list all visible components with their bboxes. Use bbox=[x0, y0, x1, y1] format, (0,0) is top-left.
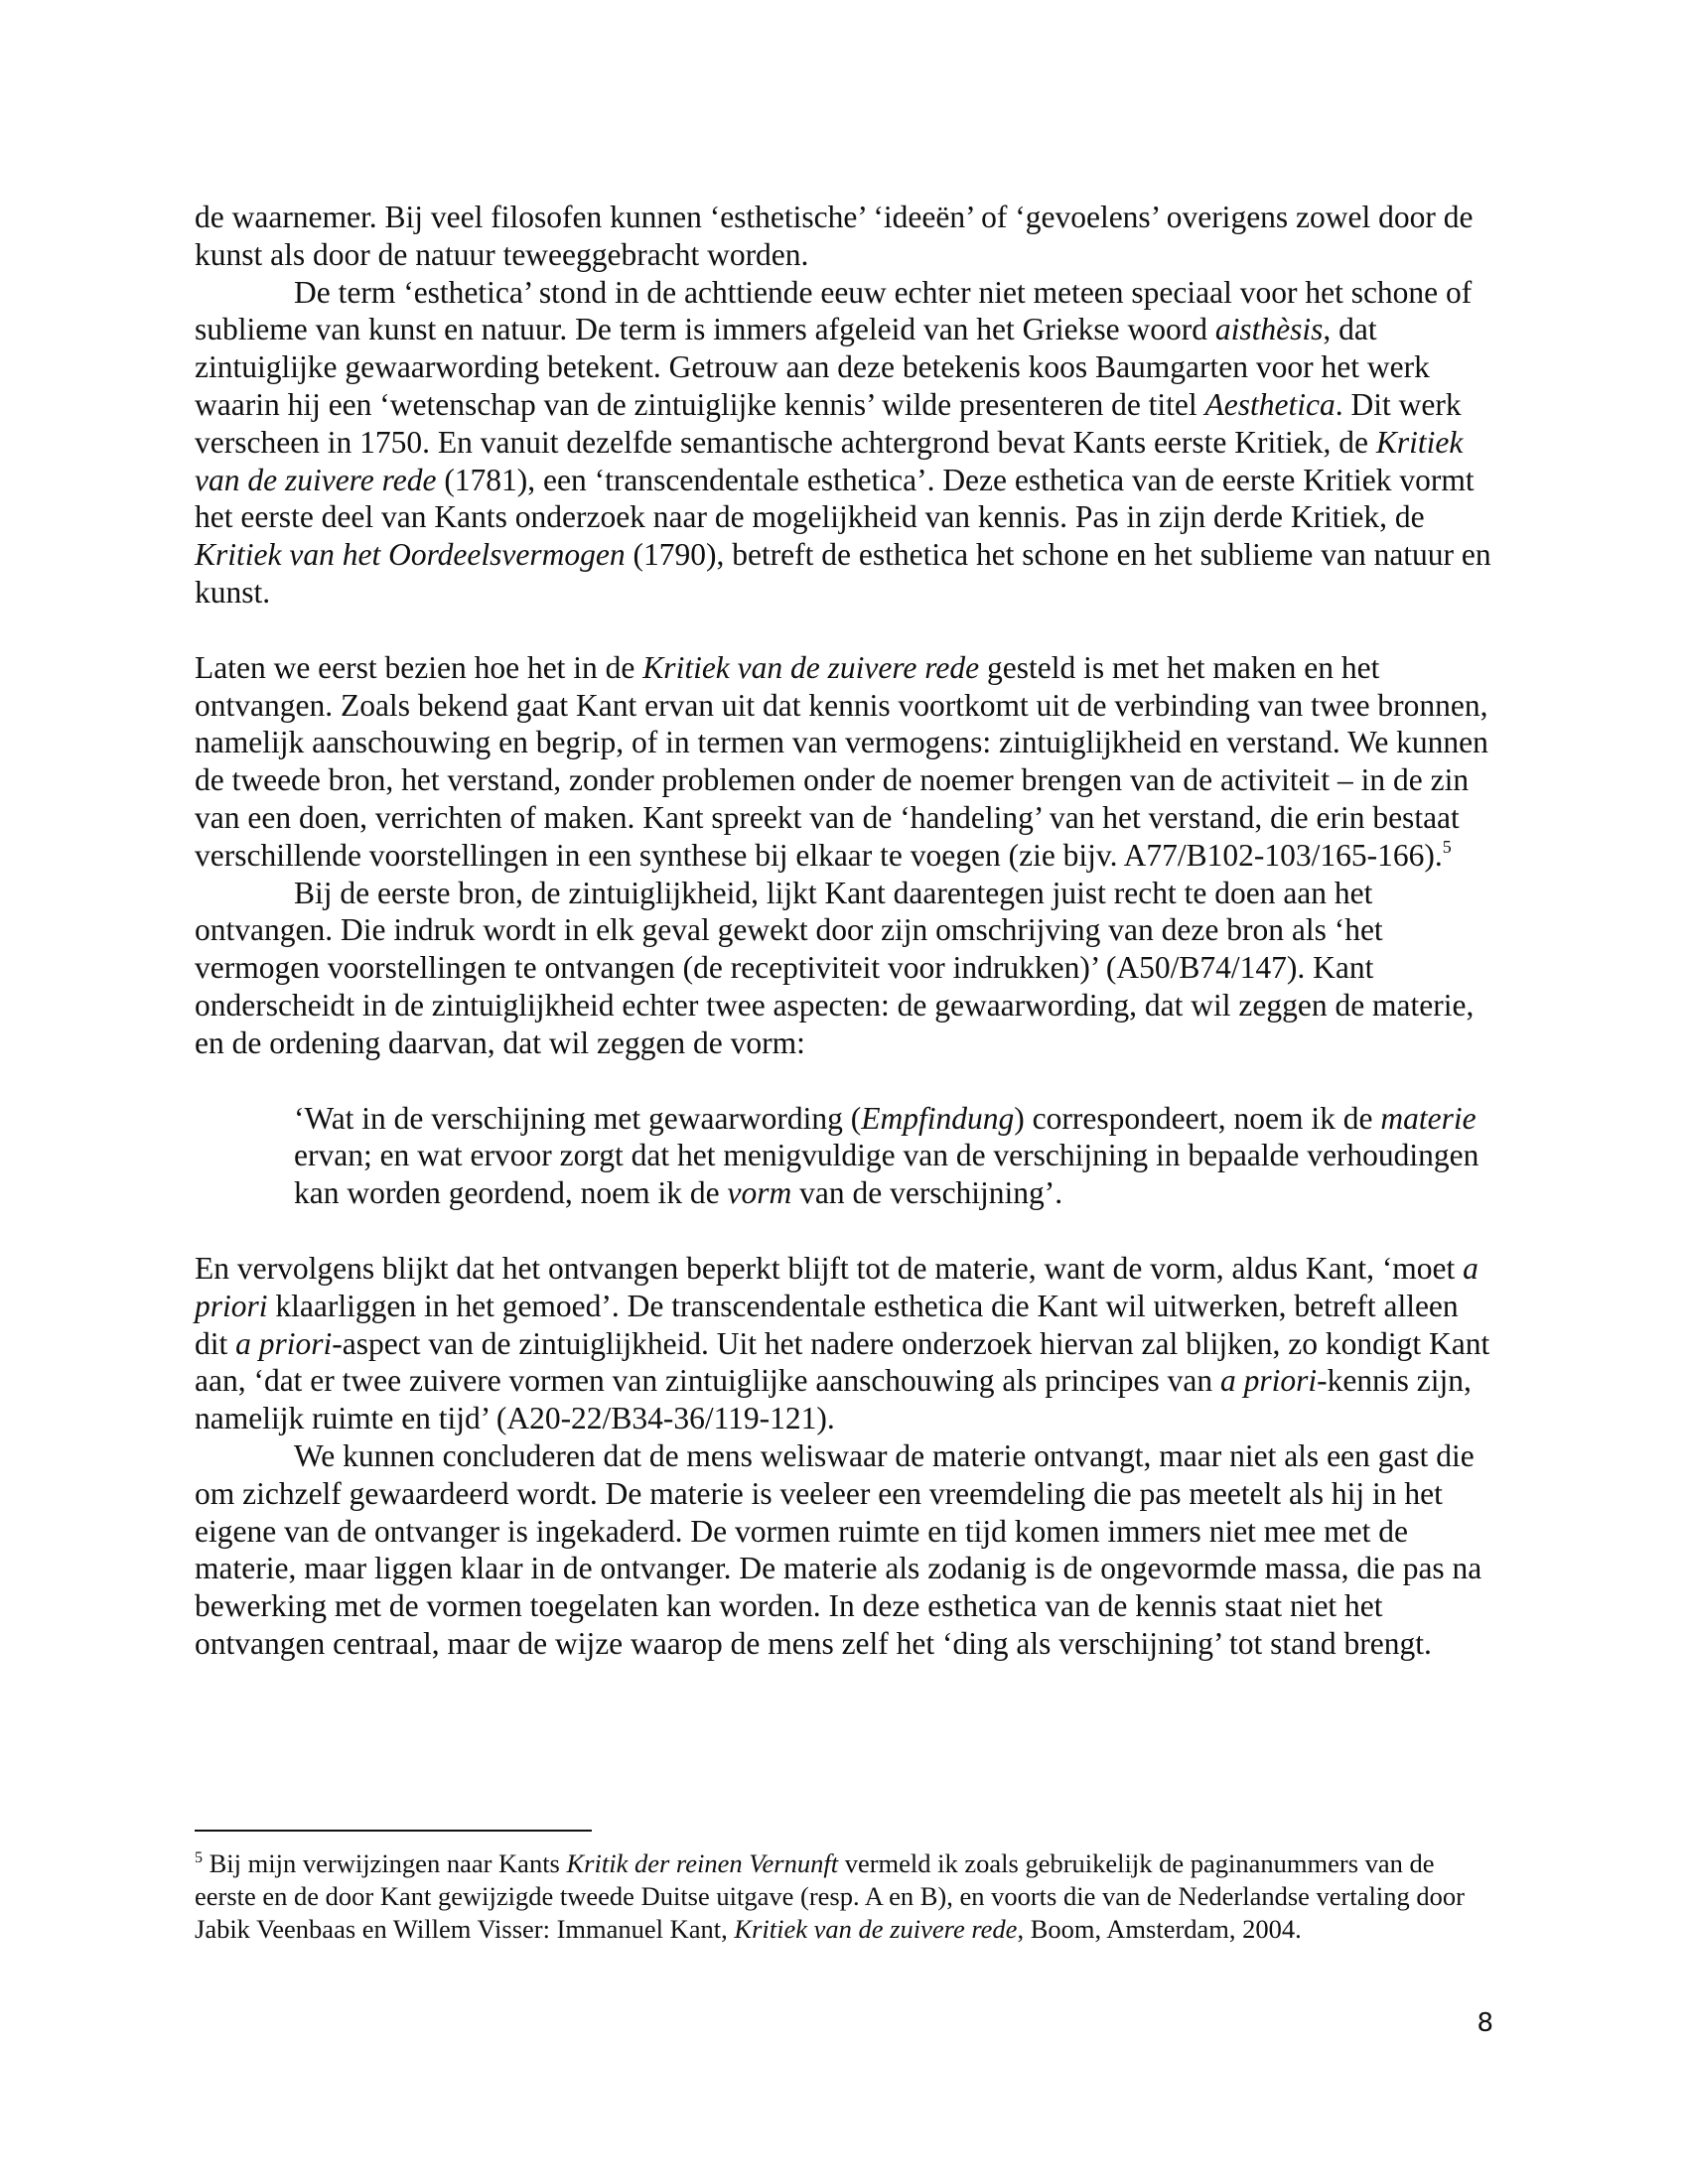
italic-title: Kritiek van het Oordeelsvermogen bbox=[195, 537, 626, 573]
italic-title: Aesthetica bbox=[1204, 386, 1336, 422]
text-run: (1790), betreft de esthetica het schone en het sublieme van natuur en kunst. bbox=[195, 537, 1491, 610]
italic-title: Kritiek van de zuivere rede bbox=[642, 649, 980, 685]
italic-term: a priori bbox=[1220, 1363, 1318, 1399]
text-run: En vervolgens blijkt dat het ontvangen beperkt blijft tot de materie, want de vorm, aldus Kant, ‘moet bbox=[195, 1250, 1464, 1286]
italic-title: Kritiek van de zuivere rede bbox=[195, 424, 1464, 497]
paragraph-3 bbox=[195, 649, 1495, 875]
text-run: ervan; en wat ervoor zorgt dat het menigvuldige van de verschijning in bepaalde verhoudingen kan worden geordend, noem ik de bbox=[294, 1138, 1479, 1211]
footnote-separator bbox=[195, 1830, 592, 1832]
italic-term: a priori bbox=[195, 1250, 1478, 1323]
paragraph-5 bbox=[195, 1250, 1495, 1437]
italic-term: vorm bbox=[727, 1175, 792, 1211]
paragraph-6: We kunnen concluderen dat de mens weliswaar de materie ontvangt, maar niet als een gast die om zichzelf gewaardeerd wordt. De materie is veeleer een vreemdeling die pas meetelt als hij in het eigene van de ontvanger is ingekaderd. De vormen ruimte en tijd komen immers niet mee met de materie, maar liggen klaar in de ontvanger. De materie als zodanig is de ongevormde massa, die pas na bewerking met de vormen toegelaten kan worden. In deze esthetica van de kennis staat niet het ontvangen centraal, maar de wijze waarop de mens zelf het ‘ding als verschijning’ tot stand brengt. bbox=[195, 1437, 1482, 1661]
italic-term: materie bbox=[1380, 1100, 1477, 1136]
text-run: Laten we eerst bezien hoe het in de bbox=[195, 649, 643, 685]
footnote-number: 5 bbox=[195, 1849, 203, 1866]
page-number: 8 bbox=[1477, 2008, 1493, 2038]
text-run: ) correspondeert, noem ik de bbox=[1014, 1100, 1381, 1136]
text-run: klaarliggen in het gemoed’. De transcendentale esthetica die Kant wil uitwerken, betreft alleen dit bbox=[195, 1288, 1459, 1361]
italic-term: aisthèsis bbox=[1214, 312, 1324, 347]
footnote-reference[interactable]: 5 bbox=[1442, 836, 1452, 857]
text-run: (1781), een ‘transcendentale esthetica’. Deze esthetica van de eerste Kritiek vormt het eerste deel van Kants onderzoek naar de mogelijkheid van kennis. Pas in zijn derde Kritiek, de bbox=[195, 462, 1475, 535]
paragraph-2 bbox=[195, 274, 1495, 612]
text-run: , dat zintuiglijke gewaarwording betekent. Getrouw aan deze betekenis koos Baumgarten voor het werk waarin hij een ‘wetenschap van de zintuiglijke kennis’ wilde presenteren de titel bbox=[195, 312, 1430, 422]
text-run: van de verschijning’. bbox=[791, 1175, 1063, 1211]
text-run: . Dit werk verscheen in 1750. En vanuit dezelfde semantische achtergrond bevat Kants eerste Kritiek, de bbox=[195, 386, 1462, 460]
block-quote bbox=[294, 1100, 1495, 1212]
text-run: Bij mijn verwijzingen naar Kants bbox=[203, 1848, 567, 1878]
italic-term: a priori bbox=[235, 1325, 333, 1361]
text-run: -aspect van de zintuiglijkheid. Uit het nadere onderzoek hiervan zal blijken, zo kondigt Kant aan, ‘dat er twee zuivere vormen van zintuiglijke aanschouwing als principes van bbox=[195, 1325, 1490, 1399]
text-run: De term ‘esthetica’ stond in de achttiende eeuw echter niet meteen speciaal voor het schone of sublieme van kunst en natuur. De term is immers afgeleid van het Griekse woord bbox=[195, 274, 1473, 347]
text-run: vermeld ik zoals gebruikelijk de paginanummers van de eerste en de door Kant gewijzigde tweede Duitse uitgave (resp. A en B), en voorts die van de Nederlandse vertaling door Jabik Veenbaas en Willem Visser: Immanuel Kant, bbox=[195, 1848, 1465, 1944]
italic-title: Kritiek van de zuivere rede bbox=[734, 1914, 1018, 1944]
text-run: -kennis zijn, namelijk ruimte en tijd’ (A20-22/B34-36/119-121). bbox=[195, 1363, 1472, 1436]
paragraph-4: Bij de eerste bron, de zintuiglijkheid, lijkt Kant daarentegen juist recht te doen aan het ontvangen. Die indruk wordt in elk geval gewekt door zijn omschrijving van deze bron als ‘het vermogen voorstellingen te ontvangen (de receptiviteit voor indrukken)’ (A50/B74/147). Kant onderscheidt in de zintuiglijkheid echter twee aspecten: de gewaarwording, dat wil zeggen de materie, en de ordening daarvan, dat wil zeggen de vorm: bbox=[195, 875, 1475, 1060]
body-text bbox=[195, 199, 1495, 1663]
italic-title: Kritik der reinen Vernunft bbox=[566, 1848, 839, 1878]
paragraph-1: de waarnemer. Bij veel filosofen kunnen ‘esthetische’ ‘ideeën’ of ‘gevoelens’ overigens zowel door de kunst als door de natuur teweeggebracht worden. bbox=[195, 200, 1474, 272]
text-run: , Boom, Amsterdam, 2004. bbox=[1017, 1914, 1302, 1944]
footnote bbox=[195, 1847, 1495, 1946]
text-run: gesteld is met het maken en het ontvangen. Zoals bekend gaat Kant ervan uit dat kennis voortkomt uit de verbinding van twee bronnen, namelijk aanschouwing en begrip, of in termen van vermogens: zintuiglijkheid en verstand. We kunnen de tweede bron, het verstand, zonder problemen onder de noemer brengen van de activiteit – in de zin van een doen, verrichten of maken. Kant spreekt van de ‘handeling’ van het verstand, die erin bestaat verschillende voorstellingen in een synthese bij elkaar te voegen (zie bijv. A77/B102-103/165-166). bbox=[195, 649, 1488, 873]
italic-term: Empfindung bbox=[861, 1100, 1015, 1136]
text-run: ‘Wat in de verschijning met gewaarwording ( bbox=[294, 1100, 862, 1136]
